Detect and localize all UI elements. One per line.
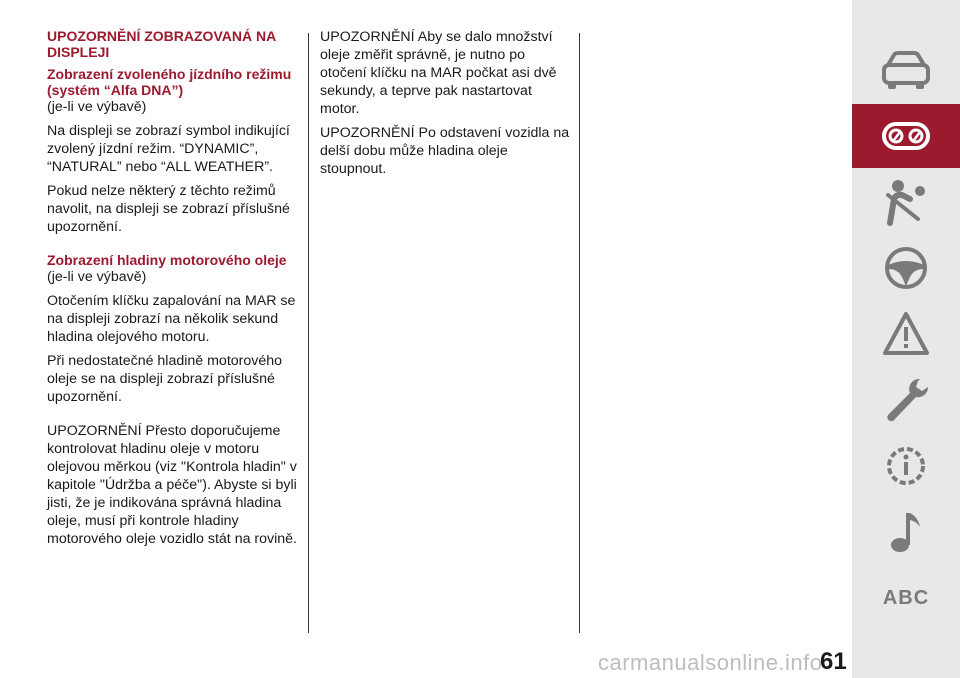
sidebar-item-instruments[interactable] <box>852 104 960 168</box>
sidebar-item-index[interactable] <box>852 566 960 630</box>
music-note-icon <box>880 507 932 557</box>
sidebar-item-emergency[interactable] <box>852 302 960 366</box>
column-divider <box>308 33 309 633</box>
section-heading-oil-level: Zobrazení hladiny motorového oleje <box>47 252 287 268</box>
watermark: carmanualsonline.info <box>598 650 823 675</box>
sidebar-item-vehicle[interactable] <box>852 38 960 102</box>
page-number: 61 <box>820 648 847 675</box>
warning-note: UPOZORNĚNÍ Přesto doporučujeme kontrolovat hladinu oleje v motoru olejovou měrkou (viz "Kontrola hladin" v kapitole "Údržba a péče"). Abyste si byli jisti, že je indikována správná hladina oleje, musí při kontrole hladiny motorového oleje vozidlo stát na rovině. <box>47 423 297 547</box>
availability-note: (je-li ve výbavě) <box>47 99 147 115</box>
warning-note: UPOZORNĚNÍ Po odstavení vozidla na delší dobu může hladina oleje stoupnout. <box>320 125 570 177</box>
seatbelt-person-icon <box>880 177 932 227</box>
warning-note: UPOZORNĚNÍ Aby se dalo množství oleje změřit správně, je nutno po otočení klíčku na MAR počkat asi dvě sekundy, a teprve pak nastartovat motor. <box>320 29 557 117</box>
left-column <box>47 28 305 554</box>
paragraph: Na displeji se zobrazí symbol indikující zvolený jízdní režim. “DYNAMIC”, “NATURAL” nebo “ALL WEATHER”. <box>47 123 290 175</box>
page-title: UPOZORNĚNÍ ZOBRAZOVANÁ NA DISPLEJI <box>47 28 276 60</box>
right-column <box>320 28 575 184</box>
paragraph: Otočením klíčku zapalování na MAR se na displeji zobrazí na několik sekund hladina olejového motoru. <box>47 293 296 345</box>
sidebar-item-technical-data[interactable] <box>852 434 960 498</box>
sidebar-item-safety[interactable] <box>852 170 960 234</box>
paragraph: Při nedostatečné hladině motorového oleje se na displeji zobrazí příslušné upozornění. <box>47 353 283 405</box>
section-heading-drive-mode: Zobrazení zvoleného jízdního režimu (systém “Alfa DNA”) <box>47 66 292 98</box>
info-gear-icon <box>880 441 932 491</box>
wrench-icon <box>880 375 932 425</box>
sidebar-item-starting-driving[interactable] <box>852 236 960 300</box>
sidebar-item-multimedia[interactable] <box>852 500 960 564</box>
dashboard-gauges-icon <box>880 111 932 161</box>
paragraph: Pokud nelze některý z těchto režimů navolit, na displeji se zobrazí příslušné upozornění. <box>47 183 290 235</box>
column-divider <box>579 33 580 633</box>
availability-note: (je-li ve výbavě) <box>47 269 147 285</box>
sidebar-item-maintenance[interactable] <box>852 368 960 432</box>
warning-triangle-icon <box>880 309 932 359</box>
chapter-sidebar <box>852 0 960 678</box>
car-icon <box>880 45 932 95</box>
steering-wheel-icon <box>880 243 932 293</box>
index-label: ABC <box>882 586 930 609</box>
